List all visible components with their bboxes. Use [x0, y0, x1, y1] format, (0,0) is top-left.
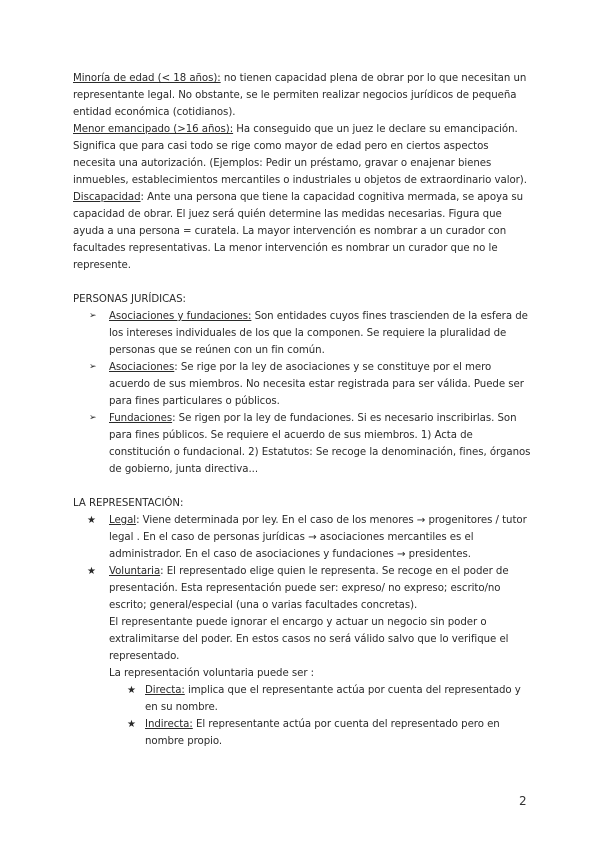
legal-representation-text: : Viene determinada por ley. En el caso de los menores → progenitores / tutor legal . En el caso de personas jurídicas → asociaciones mercantiles es el administrador. En el caso de asociaciones y fundaciones → presidentes.: [109, 515, 527, 560]
arrow-bullet-icon: ➢: [89, 362, 97, 372]
list-item: [73, 308, 533, 359]
legal-person-term: Asociaciones: [109, 362, 175, 373]
list-item: [109, 682, 533, 716]
voluntary-paragraph-3: La representación voluntaria puede ser :: [109, 668, 315, 679]
minor-text: no tienen capacidad plena de obrar por lo que necesitan un representante legal. No obstante, se le permiten realizar negocios jurídicos de pequeña entidad económica (cotidianos).: [73, 73, 527, 118]
list-item: [73, 512, 533, 563]
legal-person-text: : Se rigen por la ley de fundaciones. Si es necesario inscribirlas. Son para fines públicos. Se requiere el acuerdo de sus miembros. 1) Acta de constitución o fundacional. 2) Estatutos: Se recoge la denominación, fines, órganos de gobierno, junta directiva...: [109, 413, 531, 475]
subtype-label: Directa:: [145, 685, 185, 696]
legal-person-term: Fundaciones: [109, 413, 173, 424]
list-item: [73, 410, 533, 478]
legal-persons-heading: PERSONAS JURÍDICAS:: [73, 294, 186, 305]
legal-person-term: Asociaciones y fundaciones:: [109, 311, 252, 322]
star-bullet-icon: ★: [127, 719, 136, 730]
star-bullet-icon: ★: [87, 566, 96, 577]
disability-term: Discapacidad: [73, 192, 141, 203]
arrow-bullet-icon: ➢: [89, 413, 97, 423]
emancipated-term: Menor emancipado (>16 años):: [73, 124, 234, 135]
page-content: [73, 70, 533, 750]
legal-person-text: Son entidades cuyos fines trascienden de la esfera de los intereses individuales de los que la componen. Se requiere la pluralidad de personas que se reúnen con un fin común.: [109, 311, 528, 356]
legal-representation-term: Legal: [109, 515, 137, 526]
list-item: [109, 716, 533, 750]
list-item: [73, 563, 533, 750]
representation-heading: LA REPRESENTACIÓN:: [73, 498, 184, 509]
voluntary-representation-term: Voluntaria: [109, 566, 161, 577]
minor-paragraph: [73, 70, 533, 121]
disability-text: : Ante una persona que tiene la capacidad cognitiva mermada, se apoya su capacidad de obrar. El juez será quién determine las medidas necesarias. Figura que ayuda a una persona = curatela. La mayor intervención es nombrar a un curador con facultades representativas. La menor intervención es nombrar un curador que no le represente.: [73, 192, 524, 271]
legal-persons-list: [73, 308, 533, 478]
subtype-label: Indirecta:: [145, 719, 193, 730]
representation-list: [73, 512, 533, 750]
subtype-text: implica que el representante actúa por cuenta del representado y en su nombre.: [145, 685, 521, 713]
emancipated-paragraph: [73, 121, 533, 189]
legal-person-text: : Se rige por la ley de asociaciones y se constituye por el mero acuerdo de sus miembros. No necesita estar registrada para ser válida. Puede ser para fines particulares o públicos.: [109, 362, 524, 407]
minor-term: Minoría de edad (< 18 años):: [73, 73, 221, 84]
subtype-text: El representante actúa por cuenta del representado pero en nombre propio.: [145, 719, 500, 747]
voluntary-representation-text: : El representado elige quien le representa. Se recoge en el poder de presentación. Esta representación puede ser: expreso/ no expreso; escrito/no escrito; general/especial (una o varias facultades concretas).: [109, 566, 509, 611]
star-bullet-icon: ★: [127, 685, 136, 696]
voluntary-paragraph-2: El representante puede ignorar el encargo y actuar un negocio sin poder o extralimitarse del poder. En estos casos no será válido salvo que lo verifique el representado.: [109, 617, 509, 662]
list-item: [73, 359, 533, 410]
arrow-bullet-icon: ➢: [89, 311, 97, 321]
emancipated-text: Ha conseguido que un juez le declare su emancipación. Significa que para casi todo se rige como mayor de edad pero en ciertos aspectos necesita una autorización. (Ejemplos: Pedir un préstamo, gravar o enajenar bienes inmuebles, establecimientos mercantiles o industriales u objetos de extraordinario valor).: [73, 124, 527, 186]
page-number: 2: [519, 794, 527, 808]
disability-paragraph: [73, 189, 533, 274]
voluntary-subtypes-list: [109, 682, 533, 750]
star-bullet-icon: ★: [87, 515, 96, 526]
